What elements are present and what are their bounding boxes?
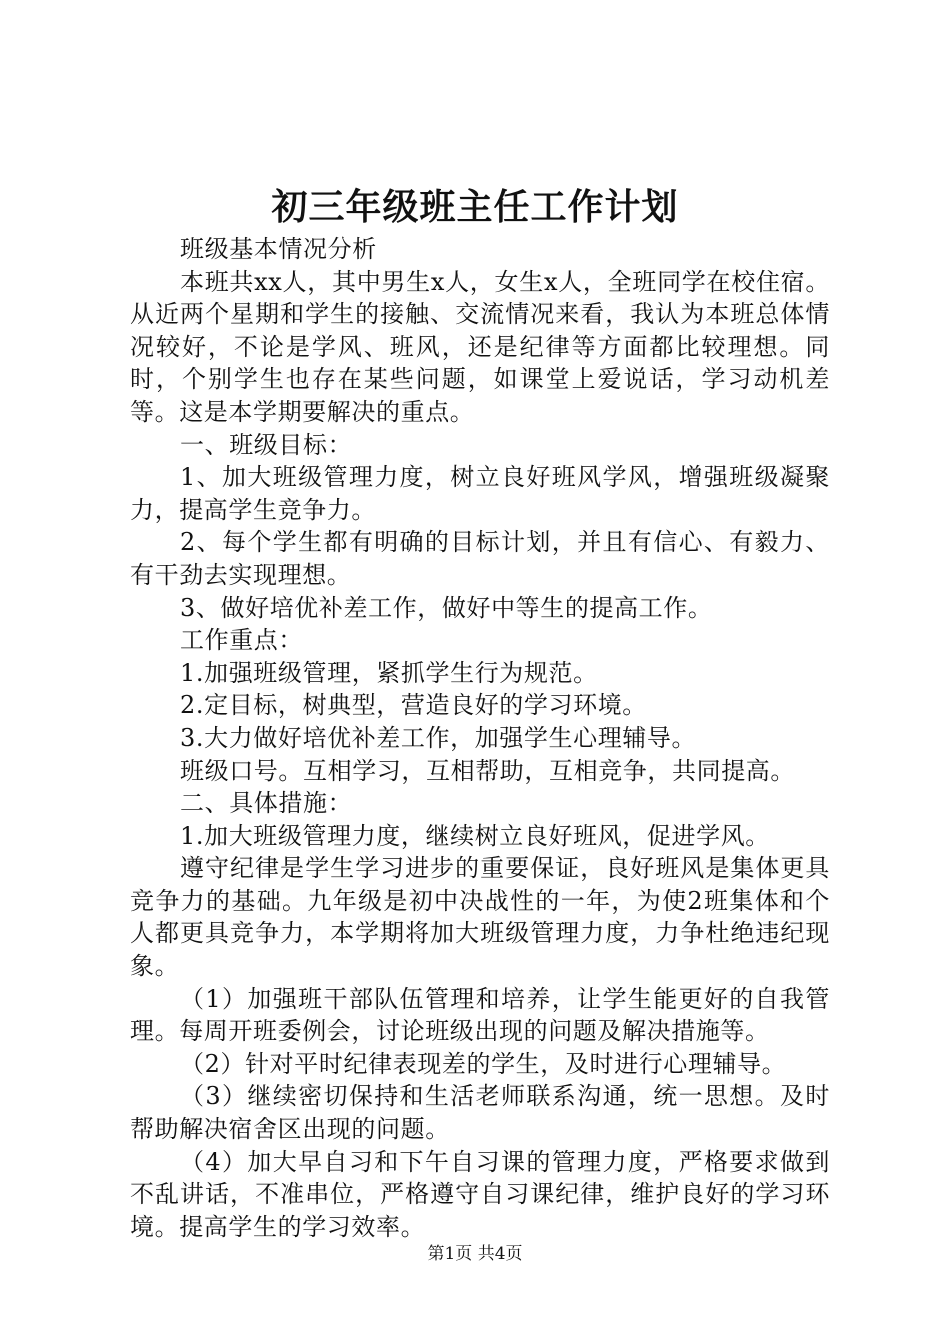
paragraph-goal-1: 1、加大班级管理力度，树立良好班风学风，增强班级凝聚力，提高学生竞争力。 bbox=[130, 463, 830, 524]
paragraph-discipline: 遵守纪律是学生学习进步的重要保证，良好班风是集体更具竞争力的基础。九年级是初中决战性的一年，为使2班集体和个人都更具竞争力，本学期将加大班级管理力度，力争杜绝违纪现象。 bbox=[130, 854, 830, 981]
page-footer: 第1页 共4页 bbox=[427, 1244, 523, 1264]
paragraph-item-1: （1）加强班干部队伍管理和培养，让学生能更好的自我管理。每周开班委例会，讨论班级出现的问题及解决措施等。 bbox=[130, 984, 830, 1046]
paragraph-class-analysis: 本班共xx人，其中男生x人，女生x人，全班同学在校住宿。从近两个星期和学生的接触、交流情况来看，我认为本班总体情况较好，不论是学风、班风，还是纪律等方面都比较理想。同时，个别学生也存在某些问题，如课堂上爱说话，学习动机差等。这是本学期要解决的重点。 bbox=[130, 267, 830, 426]
paragraph-focus-2: 2.定目标，树典型，营造良好的学习环境。 bbox=[180, 691, 647, 720]
paragraph-goal-3: 3、做好培优补差工作，做好中等生的提高工作。 bbox=[180, 593, 713, 622]
paragraph-goal-2: 2、每个学生都有明确的目标计划，并且有信心、有毅力、有干劲去实现理想。 bbox=[130, 528, 830, 589]
paragraph-item-3: （3）继续密切保持和生活老师联系沟通，统一思想。及时帮助解决宿舍区出现的问题。 bbox=[130, 1082, 830, 1144]
paragraph-item-2: （2）针对平时纪律表现差的学生，及时进行心理辅导。 bbox=[180, 1049, 787, 1078]
paragraph-class-analysis-heading: 班级基本情况分析 bbox=[180, 235, 377, 263]
paragraph-slogan: 班级口号。互相学习，互相帮助，互相竞争，共同提高。 bbox=[180, 756, 795, 785]
paragraph-measures-heading: 二、具体措施： bbox=[180, 789, 353, 818]
paragraph-focus-heading: 工作重点： bbox=[180, 626, 303, 655]
document-title: 初三年级班主任工作计划 bbox=[271, 186, 679, 228]
paragraph-measure-1: 1.加大班级管理力度，继续树立良好班风，促进学风。 bbox=[180, 821, 770, 850]
document-body bbox=[130, 233, 830, 1243]
paragraph-focus-3: 3.大力做好培优补差工作，加强学生心理辅导。 bbox=[180, 723, 697, 752]
paragraph-focus-1: 1.加强班级管理，紧抓学生行为规范。 bbox=[180, 658, 598, 687]
paragraph-item-4: （4）加大早自习和下午自习课的管理力度，严格要求做到不乱讲话，不准串位，严格遵守自习课纪律，维护良好的学习环境。提高学生的学习效率。 bbox=[130, 1147, 830, 1241]
paragraph-goals-heading: 一、班级目标： bbox=[180, 430, 353, 459]
